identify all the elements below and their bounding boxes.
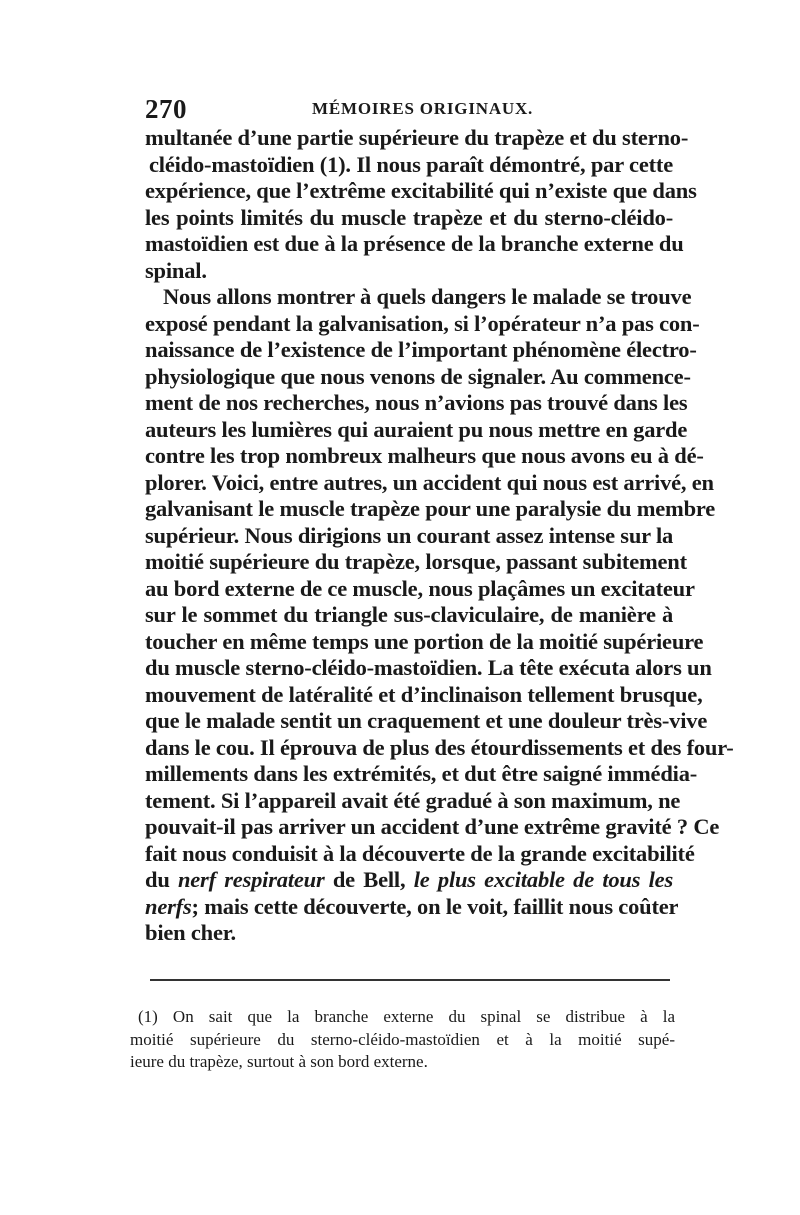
text-line: moitié supérieure du trapèze, lorsque, passant subitement (145, 549, 687, 574)
text-line: plorer. Voici, entre autres, un accident qui nous est arrivé, en (145, 469, 714, 495)
text-line: fait nous conduisit à la découverte de la grande excitabilité (145, 840, 695, 866)
text-line: tement. Si l’appareil avait été gradué à son maximum, ne (145, 787, 681, 813)
text-line-with-italics (145, 893, 679, 921)
page-header (145, 94, 665, 124)
italic-phrase: le plus excitable de tous les (413, 867, 674, 892)
text-line: que le malade sentit un craquement et une douleur très-vive (145, 708, 708, 733)
text-line: multanée d’une partie supérieure du trapèze et du sterno- (145, 125, 689, 150)
footnote-line: ieure du trapèze, surtout à son bord externe. (130, 1052, 428, 1071)
text-line: bien cher. (145, 920, 236, 945)
text-run: du (145, 867, 178, 892)
footnote-line: moitié supérieure du sterno-cléido-mastoïdien et à la moitié supé- (130, 1029, 675, 1049)
text-line: cléido-mastoïdien (1). Il nous paraît démontré, par cette (149, 151, 673, 177)
text-run: ; mais cette découverte, on le voit, faillit nous coûter (191, 893, 679, 919)
text-line: les points limités du muscle trapèze et du sterno-cléido- (145, 204, 673, 230)
text-line-with-italics (145, 867, 673, 894)
paragraph-start-line: Nous allons montrer à quels dangers le malade se trouve (163, 284, 692, 309)
text-line: sur le sommet du triangle sus-claviculaire, de manière à (145, 602, 673, 627)
text-line: auteurs les lumières qui auraient pu nous mettre en garde (145, 416, 688, 442)
text-line: physiologique que nous venons de signaler. Au commence- (145, 363, 691, 389)
text-line: du muscle sterno-cléido-mastoïdien. La tête exécuta alors un (145, 655, 712, 680)
text-line: ment de nos recherches, nous n’avions pas trouvé dans les (145, 390, 688, 415)
text-line: pouvait-il pas arriver un accident d’une extrême gravité ? Ce (145, 814, 720, 839)
text-line: spinal. (145, 257, 207, 283)
text-run: de Bell, (324, 867, 414, 892)
text-line: contre les trop nombreux malheurs que nous avons eu à dé- (145, 443, 704, 468)
page-number: 270 (145, 94, 187, 124)
text-line: supérieur. Nous dirigions un courant assez intense sur la (145, 522, 674, 548)
running-title: MÉMOIRES ORIGINAUX. (312, 99, 534, 118)
text-line: naissance de l’existence de l’important phénomène électro- (145, 337, 697, 362)
text-line: toucher en même temps une portion de la moitié supérieure (145, 628, 704, 654)
text-line: dans le cou. Il éprouva de plus des étourdissements et des four- (145, 734, 734, 760)
italic-word-nerfs: nerfs (145, 893, 192, 919)
text-line: millements dans les extrémités, et dut être saigné immédia- (145, 761, 698, 786)
italic-term-nerf-respirateur: nerf respirateur (177, 867, 325, 892)
text-line: mouvement de latéralité et d’inclinaison tellement brusque, (145, 681, 703, 707)
text-line: galvanisant le muscle trapèze pour une paralysie du membre (145, 496, 716, 521)
text-line: au bord externe de ce muscle, nous plaçâmes un excitateur (145, 575, 695, 601)
footnote-line: (1) On sait que la branche externe du spinal se distribue à la (138, 1007, 675, 1026)
text-line: exposé pendant la galvanisation, si l’opérateur n’a pas con- (145, 310, 700, 336)
text-line: mastoïdien est due à la présence de la branche externe du (145, 231, 684, 256)
text-line: expérience, que l’extrême excitabilité qui n’existe que dans (145, 178, 697, 203)
body-text (145, 125, 734, 947)
footnote (130, 1006, 675, 1074)
footnote-separator-rule (150, 979, 670, 981)
